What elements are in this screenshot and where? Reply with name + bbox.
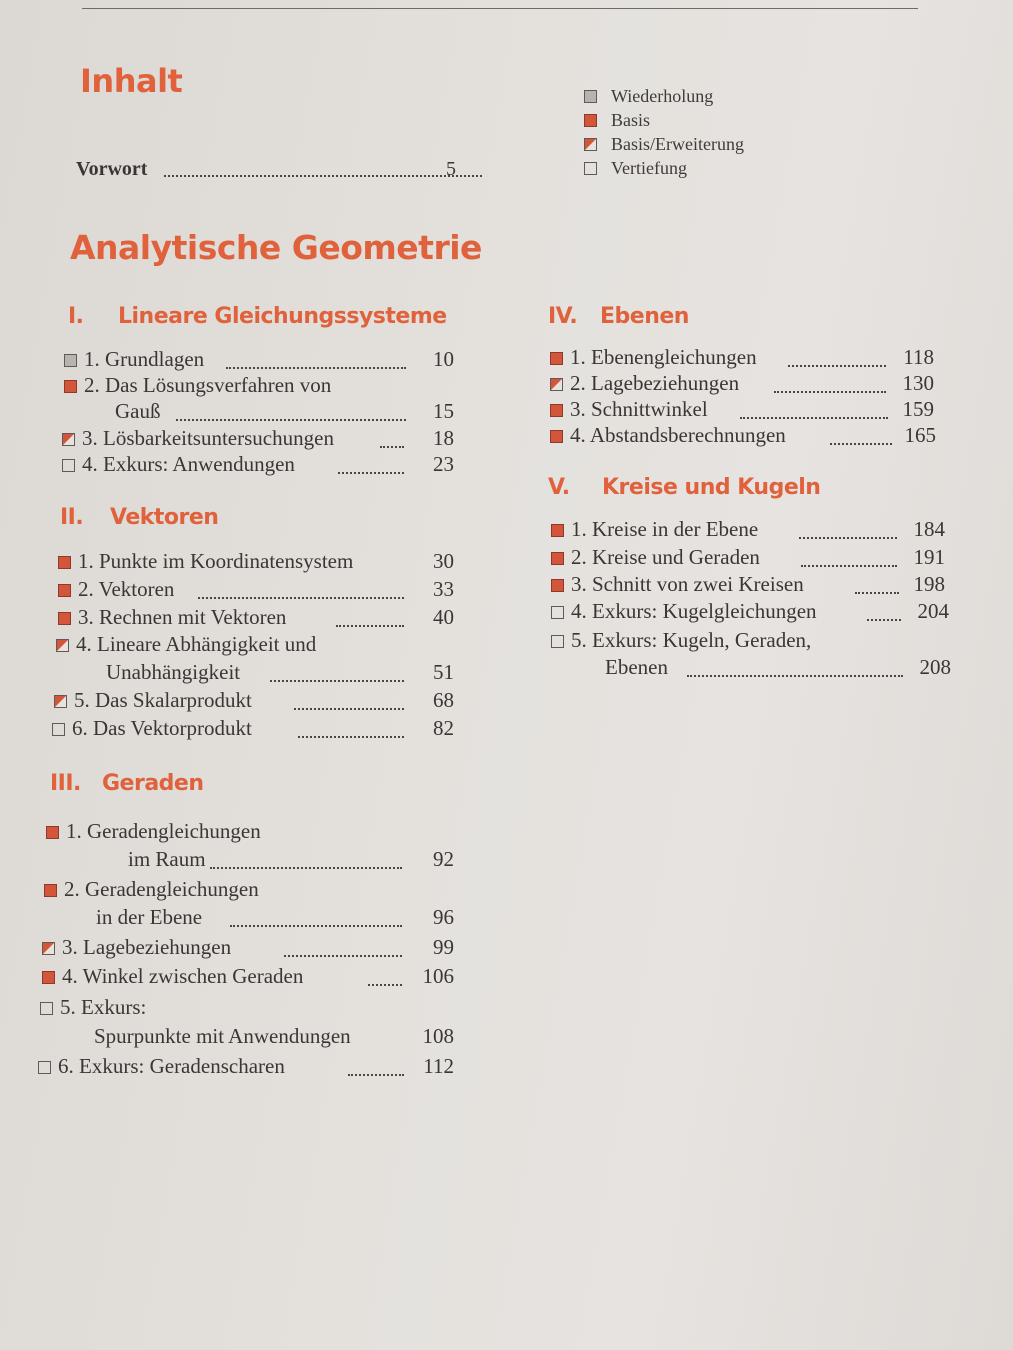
erweiterung-square-icon — [42, 942, 55, 955]
erweiterung-square-icon — [550, 378, 563, 391]
toc-entry-im-raum[interactable]: im Raum 92 — [128, 847, 454, 871]
toc-entry-ebenen-kugeln[interactable]: Ebenen 208 — [605, 655, 951, 679]
vertiefung-square-icon — [62, 459, 75, 472]
toc-entry-lagebeziehungen-geraden[interactable]: 3. Lagebeziehungen 99 — [42, 933, 454, 961]
basis-square-icon — [58, 584, 71, 597]
toc-entry-ebenengleichungen[interactable]: 1. Ebenengleichungen 118 — [550, 343, 934, 371]
legend-item-basis: Basis — [584, 108, 744, 132]
toc-entry-vorwort[interactable] — [76, 155, 456, 183]
page-number: 5 — [446, 158, 456, 180]
leader-dots — [855, 592, 899, 594]
toc-entry-geradengleichungen-ebene[interactable]: 2. Geradengleichungen — [44, 875, 454, 903]
leader-dots — [210, 867, 402, 869]
page-number: 184 — [913, 517, 945, 541]
wiederholung-square-icon — [64, 354, 77, 367]
leader-dots — [830, 443, 892, 445]
vertiefung-square-icon — [40, 1002, 53, 1015]
toc-entry-gauss[interactable]: Gauß 15 — [115, 399, 454, 423]
toc-entry-spurpunkte[interactable]: Spurpunkte mit Anwendungen 108 — [94, 1024, 454, 1048]
subject-title: Analytische Geometrie — [70, 228, 482, 267]
legend-item-wiederholung: Wiederholung — [584, 84, 744, 108]
page-number: 82 — [433, 716, 454, 740]
toc-entry-vektorprodukt[interactable]: 6. Das Vektorprodukt 82 — [52, 714, 454, 742]
vertiefung-square-icon — [584, 162, 597, 175]
erweiterung-square-icon — [62, 433, 75, 446]
basis-square-icon — [58, 556, 71, 569]
leader-dots — [799, 537, 897, 539]
toc-entry-in-der-ebene[interactable]: in der Ebene 96 — [96, 905, 454, 929]
page-number: 165 — [904, 423, 936, 447]
toc-entry-winkel[interactable]: 4. Winkel zwischen Geraden 106 — [42, 962, 454, 990]
leader-dots — [368, 984, 402, 986]
toc-entry-schnitt-kreise[interactable]: 3. Schnitt von zwei Kreisen 198 — [551, 570, 945, 598]
toc-entry-skalarprodukt[interactable]: 5. Das Skalarprodukt 68 — [54, 686, 454, 714]
page-number: 99 — [433, 935, 454, 959]
page-number: 159 — [902, 397, 934, 421]
leader-dots — [226, 367, 406, 369]
vertiefung-square-icon — [551, 635, 564, 648]
page-number: 68 — [433, 688, 454, 712]
page-number: 10 — [433, 347, 454, 371]
page-number: 33 — [433, 577, 454, 601]
leader-dots — [230, 925, 402, 927]
basis-square-icon — [550, 352, 563, 365]
section-heading-5: V. Kreise und Kugeln — [548, 475, 821, 500]
leader-dots — [198, 597, 404, 599]
basis-square-icon — [58, 612, 71, 625]
page-number: 15 — [433, 399, 454, 423]
basis-square-icon — [551, 552, 564, 565]
basis-square-icon — [44, 884, 57, 897]
leader-dots — [164, 175, 482, 177]
leader-dots — [740, 417, 888, 419]
leader-dots — [788, 365, 886, 367]
toc-entry-exkurs-anwendungen[interactable]: 4. Exkurs: Anwendungen 23 — [62, 450, 454, 478]
toc-entry-loesungsverfahren[interactable]: 2. Das Lösungsverfahren von — [64, 371, 454, 399]
section-heading-4: IV. Ebenen — [548, 304, 689, 329]
wiederholung-square-icon — [584, 90, 597, 103]
leader-dots — [294, 708, 404, 710]
page-number: 198 — [913, 572, 945, 596]
page-number: 92 — [433, 847, 454, 871]
toc-entry-grundlagen[interactable]: 1. Grundlagen 10 — [64, 345, 454, 373]
page-number: 23 — [433, 452, 454, 476]
vertiefung-square-icon — [38, 1061, 51, 1074]
basis-square-icon — [550, 430, 563, 443]
toc-entry-loesbarkeit[interactable]: 3. Lösbarkeitsuntersuchungen 18 — [62, 424, 454, 452]
section-heading-1: I. Lineare Gleichungssysteme — [68, 304, 447, 329]
leader-dots — [298, 736, 404, 738]
leader-dots — [338, 472, 404, 474]
toc-entry-kreise-geraden[interactable]: 2. Kreise und Geraden 191 — [551, 543, 945, 571]
leader-dots — [336, 625, 404, 627]
vorwort-label: Vorwort — [76, 158, 148, 180]
page-number: 112 — [423, 1054, 454, 1078]
basis-square-icon — [64, 380, 77, 393]
toc-entry-lagebeziehungen-ebenen[interactable]: 2. Lagebeziehungen 130 — [550, 369, 934, 397]
toc-entry-lineare-abhaengigkeit[interactable]: 4. Lineare Abhängigkeit und — [56, 630, 454, 658]
basis-square-icon — [550, 404, 563, 417]
toc-entry-geradengleichungen-raum[interactable]: 1. Geradengleichungen — [46, 817, 454, 845]
toc-entry-vektoren[interactable]: 2. Vektoren 33 — [58, 575, 454, 603]
page-number: 208 — [919, 655, 951, 679]
toc-entry-unabhaengigkeit[interactable]: Unabhängigkeit 51 — [106, 660, 454, 684]
toc-entry-kugelgleichungen[interactable]: 4. Exkurs: Kugelgleichungen 204 — [551, 597, 949, 625]
toc-entry-abstandsberechnungen[interactable]: 4. Abstandsberechnungen 165 — [550, 421, 936, 449]
leader-dots — [284, 955, 402, 957]
erweiterung-square-icon — [584, 138, 597, 151]
page-number: 30 — [433, 549, 454, 573]
page-number: 191 — [913, 545, 945, 569]
toc-entry-schnittwinkel[interactable]: 3. Schnittwinkel 159 — [550, 395, 934, 423]
leader-dots — [867, 619, 901, 621]
leader-dots — [774, 391, 886, 393]
basis-square-icon — [584, 114, 597, 127]
legend — [584, 84, 744, 180]
page-number: 108 — [422, 1024, 454, 1048]
toc-entry-kreise-ebene[interactable]: 1. Kreise in der Ebene 184 — [551, 515, 945, 543]
toc-entry-geradenscharen[interactable]: 6. Exkurs: Geradenscharen 112 — [38, 1052, 454, 1080]
toc-entry-rechnen[interactable]: 3. Rechnen mit Vektoren 40 — [58, 603, 454, 631]
legend-item-basis-erweiterung: Basis/Erweiterung — [584, 132, 744, 156]
leader-dots — [348, 1074, 404, 1076]
toc-entry-kugeln-geraden[interactable]: 5. Exkurs: Kugeln, Geraden, — [551, 626, 951, 654]
page-number: 96 — [433, 905, 454, 929]
leader-dots — [270, 680, 404, 682]
page-number: 130 — [902, 371, 934, 395]
erweiterung-square-icon — [54, 695, 67, 708]
vertiefung-square-icon — [551, 606, 564, 619]
vertiefung-square-icon — [52, 723, 65, 736]
top-rule — [82, 8, 918, 9]
basis-square-icon — [46, 826, 59, 839]
leader-dots — [380, 446, 404, 448]
section-heading-3: III. Geraden — [50, 771, 204, 796]
leader-dots — [687, 675, 903, 677]
page-number: 18 — [433, 426, 454, 450]
page-number: 51 — [433, 660, 454, 684]
page-number: 40 — [433, 605, 454, 629]
section-heading-2: II. Vektoren — [60, 505, 219, 530]
leader-dots — [176, 419, 406, 421]
legend-item-vertiefung: Vertiefung — [584, 156, 744, 180]
page-number: 106 — [422, 964, 454, 988]
basis-square-icon — [551, 579, 564, 592]
toc-entry-punkte[interactable]: 1. Punkte im Koordinatensystem 30 — [58, 547, 454, 575]
erweiterung-square-icon — [56, 639, 69, 652]
toc-entry-exkurs-spurpunkte[interactable]: 5. Exkurs: — [40, 993, 454, 1021]
basis-square-icon — [551, 524, 564, 537]
page-title: Inhalt — [80, 62, 183, 100]
page-number: 118 — [903, 345, 934, 369]
basis-square-icon — [42, 971, 55, 984]
leader-dots — [801, 565, 897, 567]
page-number: 204 — [917, 599, 949, 623]
